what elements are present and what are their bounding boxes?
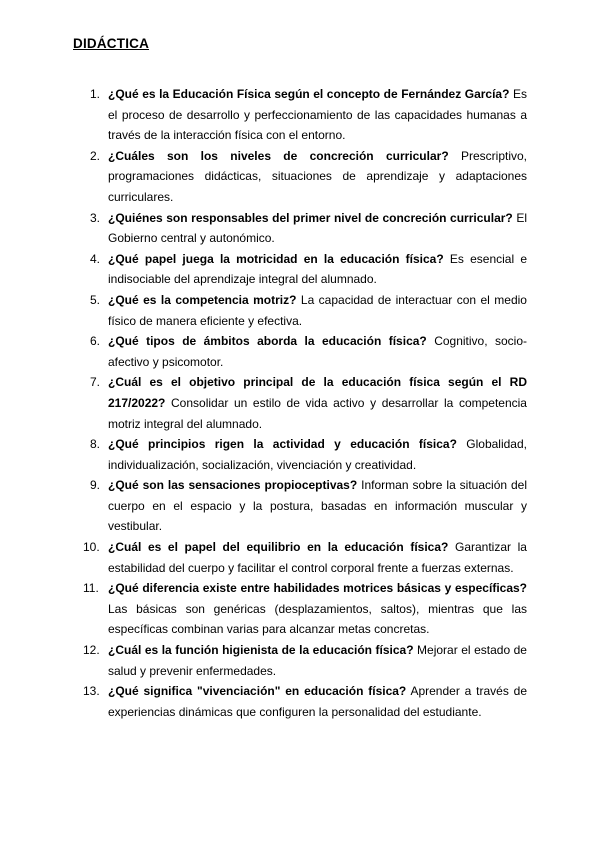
item-number: 7. [90,375,101,390]
list-item [73,208,527,249]
item-number: 1. [90,87,101,101]
item-number: 5. [90,292,101,307]
item-answer: El Gobierno central y autonómico. [108,210,527,246]
item-answer: La capacidad de interactuar con el medio físico de manera eficiente y efectiva. [108,292,527,328]
list-item [73,434,527,475]
list-item [73,331,527,372]
item-question: ¿Quiénes son responsables del primer nivel de concreción curricular? [108,210,513,225]
list-item [73,372,527,434]
list-item [73,84,527,146]
item-number: 10. [83,540,100,555]
item-question: ¿Cuál es la función higienista de la educación física? [108,643,414,658]
item-question: ¿Cuál es el objetivo principal de la educación física según el RD 217/2022? [108,375,527,410]
item-number: 2. [90,148,101,163]
item-question: ¿Qué significa "vivenciación" en educación física? [108,684,407,699]
item-answer: Consolidar un estilo de vida activo y desarrollar la competencia motriz integral del alumnado. [108,395,527,431]
item-number: 9. [90,478,101,493]
list-item [73,249,527,290]
item-answer: Globalidad, individualización, socialización, vivenciación y creatividad. [108,437,527,472]
item-number: 13. [83,684,100,699]
list-item [73,475,527,537]
item-question: ¿Cuáles son los niveles de concreción curricular? [108,148,449,163]
item-question: ¿Qué principios rigen la actividad y educación física? [108,437,457,452]
item-answer: Aprender a través de experiencias dinámicas que configuren la personalidad del estudiante. [108,684,527,719]
item-answer: Las básicas son genéricas (desplazamientos, saltos), mientras que las específicas combinan varias para alcanzar metas concretas. [108,601,527,637]
item-question: ¿Qué diferencia existe entre habilidades motrices básicas y específicas? [108,581,527,596]
list-item [73,146,527,208]
item-number: 4. [90,251,101,266]
item-answer: Cognitivo, socio-afectivo y psicomotor. [108,334,527,369]
item-number: 11. [83,581,99,596]
list-item [73,681,527,722]
item-question: ¿Qué son las sensaciones propioceptivas? [108,478,358,493]
question-list [73,84,527,722]
item-question: ¿Qué tipos de ámbitos aborda la educación física? [108,334,427,349]
list-item [73,640,527,681]
item-answer: Prescriptivo, programaciones didácticas, situaciones de aprendizaje y adaptaciones curriculares. [108,148,528,204]
item-number: 3. [90,210,101,225]
list-item [73,290,527,331]
list-item [73,537,527,578]
item-answer: Es el proceso de desarrollo y perfeccionamiento de las capacidades humanas a través de la interacción física con el entorno. [108,87,528,143]
item-answer: Es esencial e indisociable del aprendizaje integral del alumnado. [108,251,527,287]
item-question: ¿Qué papel juega la motricidad en la educación física? [108,251,444,266]
item-answer: Garantizar la estabilidad del cuerpo y facilitar el control corporal frente a fuerzas externas. [108,540,527,575]
item-question: ¿Cuál es el papel del equilibrio en la educación física? [108,540,449,555]
item-question: ¿Qué es la Educación Física según el concepto de Fernández García? [108,87,510,101]
list-item [73,578,527,640]
item-number: 6. [90,334,101,349]
item-number: 12. [83,643,100,658]
item-number: 8. [90,437,101,452]
item-answer: Informan sobre la situación del cuerpo en el espacio y la postura, basadas en información muscular y vestibular. [108,478,527,534]
item-answer: Mejorar el estado de salud y prevenir enfermedades. [108,643,527,678]
page-title: DIDÁCTICA [73,36,150,51]
item-question: ¿Qué es la competencia motriz? [108,292,297,307]
